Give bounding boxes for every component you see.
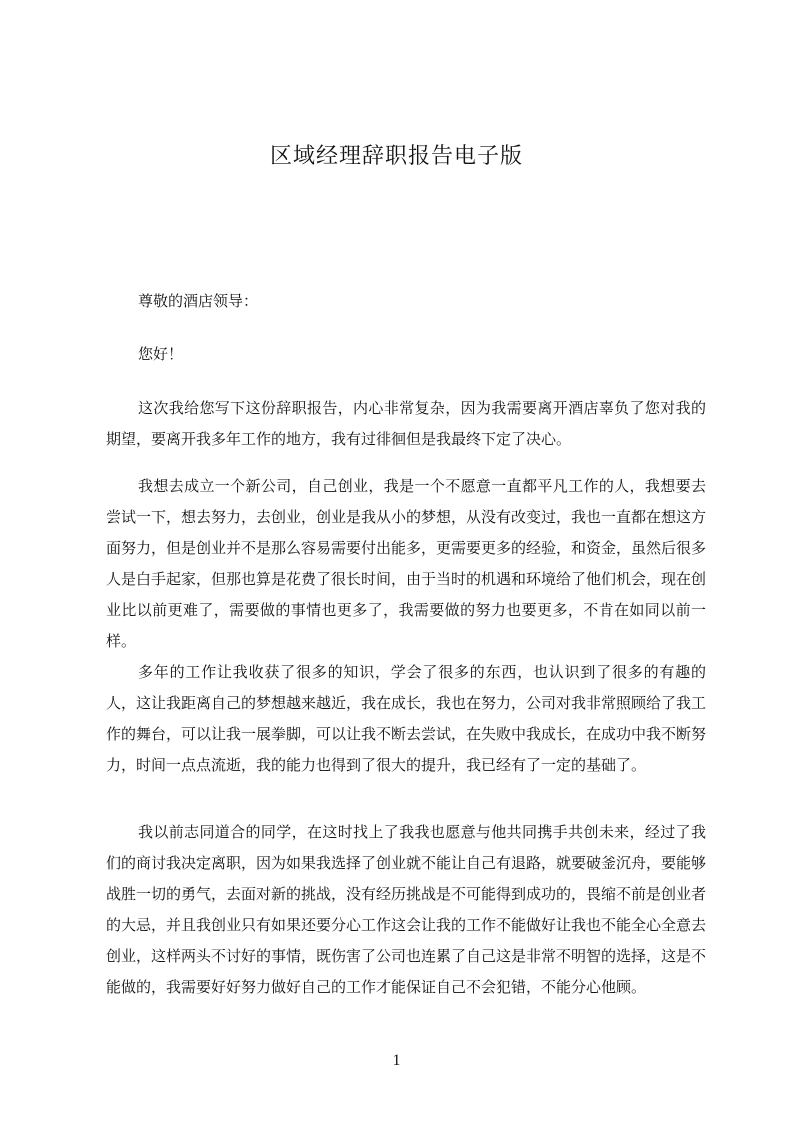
page-title: 区域经理辞职报告电子版: [269, 144, 523, 169]
paragraph-3: 多年的工作让我收获了很多的知识，学会了很多的东西，也认识到了很多的有趣的人，这让我距离自己的梦想越来越近，我在成长，我也在努力，公司对我非常照顾给了我工作的舞台，可以让我一展拳脚，可以让我不断去尝试，在失败中我成长，在成功中我不断努力，时间一点点流逝，我的能力也得到了很大的提升，我已经有了一定的基础了。: [106, 663, 707, 774]
paragraph-4: 我以前志同道合的同学，在这时找上了我我也愿意与他共同携手共创未来，经过了我们的商讨我决定离职，因为如果我选择了创业就不能让自己有退路，就要破釜沉舟，要能够战胜一切的勇气，去面对新的挑战，没有经历挑战是不可能得到成功的，畏缩不前是创业者的大忌，并且我创业只有如果还要分心工作这会让我的工作不能做好让我也不能全心全意去创业，这样两头不讨好的事情，既伤害了公司也连累了自己这是非常不明智的选择，这是不能做的，我需要好好努力做好自己的工作才能保证自己不会犯错，不能分心他顾。: [106, 823, 707, 996]
salutation: 尊敬的酒店领导：: [138, 292, 259, 310]
paragraph-2: 我想去成立一个新公司，自己创业，我是一个不愿意一直都平凡工作的人，我想要去尝试一下，想去努力，去创业，创业是我从小的梦想，从没有改变过，我也一直都在想这方面努力，但是创业并不是那么容易需要付出能多，更需要更多的经验，和资金，虽然后很多人是白手起家，但那也算是花费了很长时间，由于当时的机遇和环境给了他们机会，现在创业比以前更难了，需要做的事情也更多了，我需要做的努力也要更多，不肯在如同以前一样。: [106, 477, 707, 650]
paragraph-1: 这次我给您写下这份辞职报告，内心非常复杂，因为我需要离开酒店辜负了您对我的期望，要离开我多年工作的地方，我有过徘徊但是我最终下定了决心。: [106, 399, 706, 448]
greeting: 您好！: [138, 345, 184, 363]
page-number: 1: [392, 1052, 401, 1069]
